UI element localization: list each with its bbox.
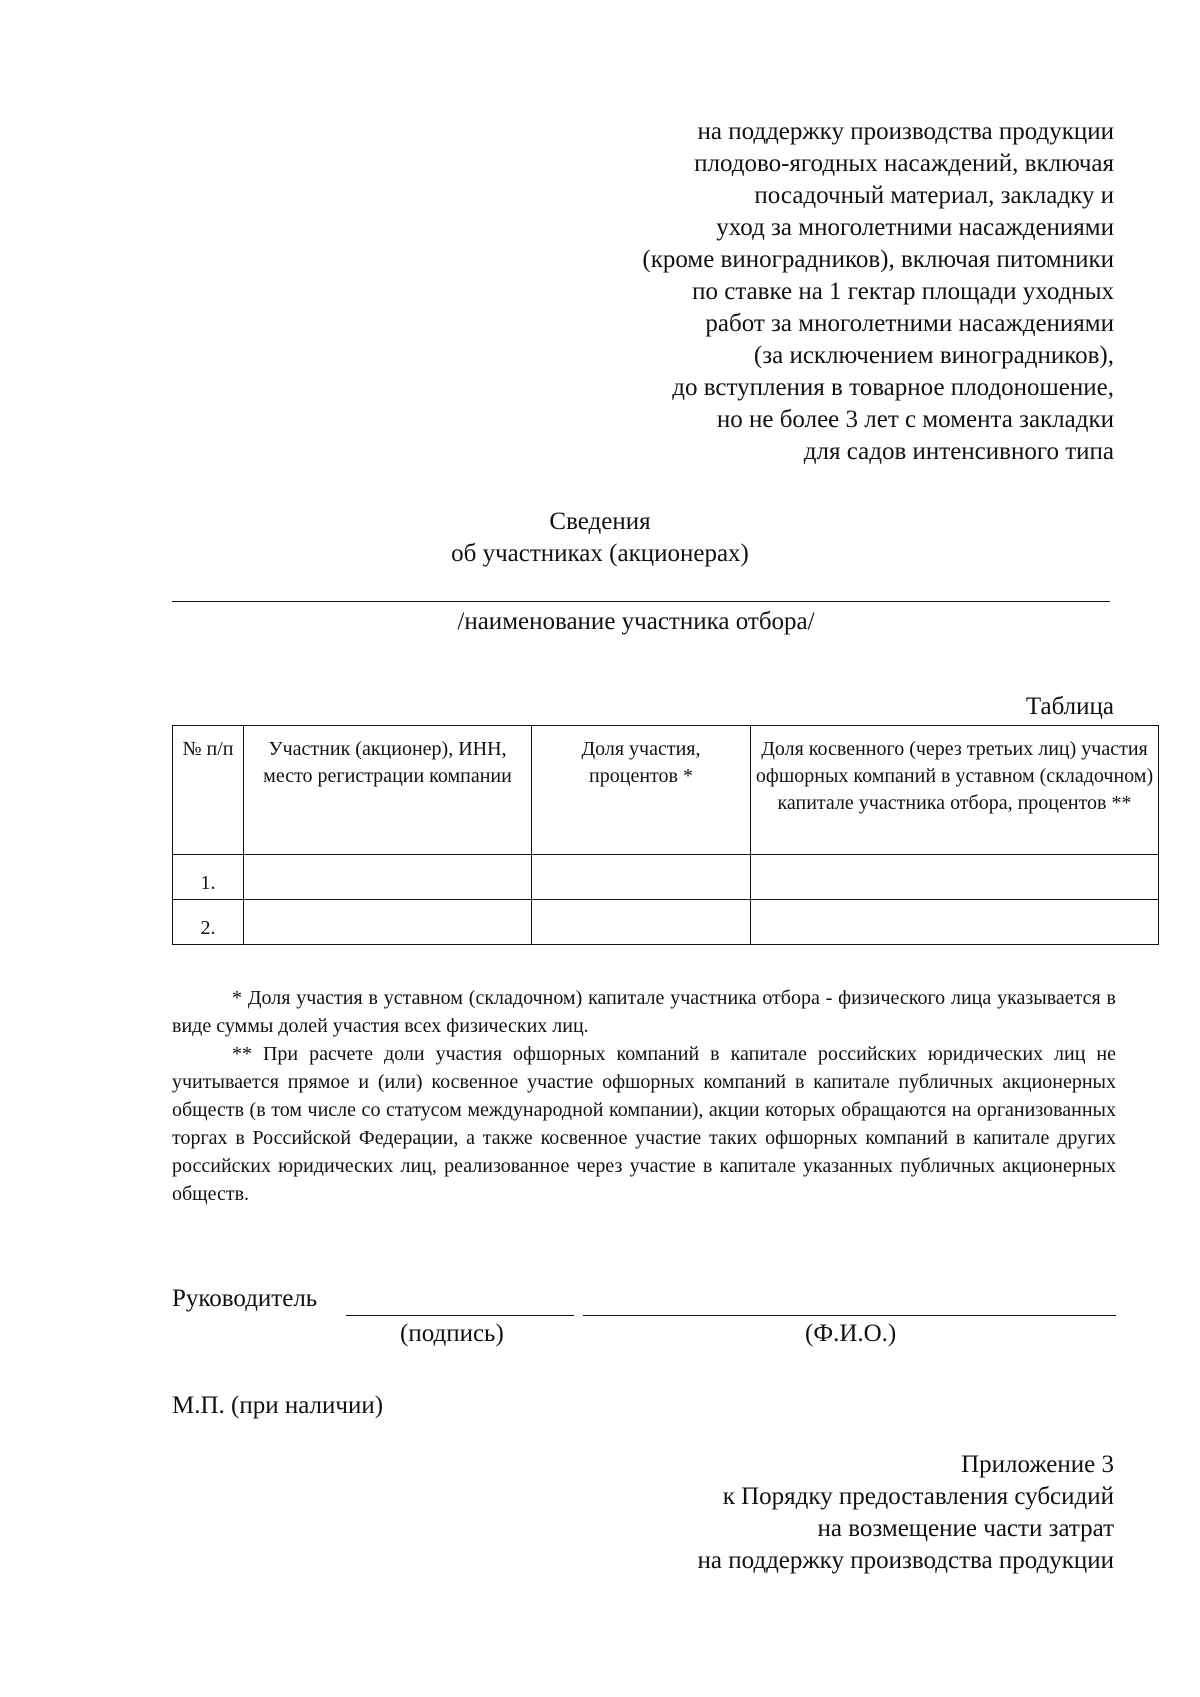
stamp-label: М.П. (при наличии) [172, 1392, 384, 1419]
footnotes [172, 984, 1116, 1208]
column-header-participant: Участник (акционер), ИНН, место регистрации компании [244, 726, 532, 855]
header-line: по ставке на 1 гектар площади уходных [692, 278, 1114, 305]
header-subtitle [642, 116, 1114, 468]
signature-caption: (подпись) [400, 1320, 504, 1347]
header-line: посадочный материал, закладку и [754, 182, 1114, 209]
appendix-line: на поддержку производства продукции [697, 1547, 1114, 1574]
table-cell-share [532, 900, 751, 945]
appendix-line: к Порядку предоставления субсидий [722, 1483, 1114, 1510]
header-line: плодово-ягодных насаждений, включая [694, 150, 1114, 177]
signature-label: Руководитель [172, 1285, 318, 1312]
table-cell-participant [244, 855, 532, 900]
table-row [173, 900, 1159, 945]
header-line: но не более 3 лет с момента закладки [716, 406, 1114, 433]
header-line: для садов интенсивного типа [803, 438, 1114, 465]
header-line: (кроме виноградников), включая питомники [642, 246, 1114, 273]
table-cell-offshore-share [751, 855, 1159, 900]
column-header-offshore-share: Доля косвенного (через третьих лиц) участия офшорных компаний в уставном (складочном) капитале участника отбора, процентов ** [751, 726, 1159, 855]
name-caption: (Ф.И.О.) [805, 1320, 897, 1347]
table-cell-offshore-share [751, 900, 1159, 945]
name-line [583, 1315, 1116, 1316]
table-header-row [173, 726, 1159, 855]
document-title: Сведения [549, 508, 651, 535]
participant-name-caption: /наименование участника отбора/ [457, 608, 815, 635]
participants-table [172, 725, 1159, 945]
header-line: на поддержку производства продукции [697, 118, 1114, 145]
table-cell-number: 1. [173, 855, 244, 900]
header-line: работ за многолетними насаждениями [705, 310, 1114, 337]
table-cell-number: 2. [173, 900, 244, 945]
appendix-header [697, 1449, 1114, 1577]
column-header-number: № п/п [173, 726, 244, 855]
footnote-2: ** При расчете доли участия офшорных компаний в капитале российских юридических лиц не учитывается прямое и (или) косвенное участие офшорных компаний в капитале публичных акционерных обществ (в том числе со статусом международной компании), акции которых обращаются на организованных торгах в Российской Федерации, а также косвенное участие таких офшорных компаний в капитале других российских юридических лиц, реализованное через участие в капитале указанных публичных акционерных обществ. [172, 1043, 1116, 1205]
appendix-line: на возмещение части затрат [817, 1515, 1114, 1542]
footnote-1: * Доля участия в уставном (складочном) капитале участника отбора - физического лица указывается в виде суммы долей участия всех физических лиц. [172, 987, 1116, 1037]
signature-line [346, 1315, 574, 1316]
appendix-line: Приложение 3 [961, 1451, 1114, 1478]
table-row [173, 855, 1159, 900]
participant-name-line [172, 601, 1110, 602]
header-line: до вступления в товарное плодоношение, [672, 374, 1114, 401]
header-line: уход за многолетними насаждениями [716, 214, 1114, 241]
table-cell-participant [244, 900, 532, 945]
document-subtitle: об участниках (акционерах) [451, 540, 749, 567]
table-label: Таблица [1025, 693, 1114, 720]
header-line: (за исключением виноградников), [753, 342, 1114, 369]
column-header-share: Доля участия, процентов * [532, 726, 751, 855]
table-cell-share [532, 855, 751, 900]
